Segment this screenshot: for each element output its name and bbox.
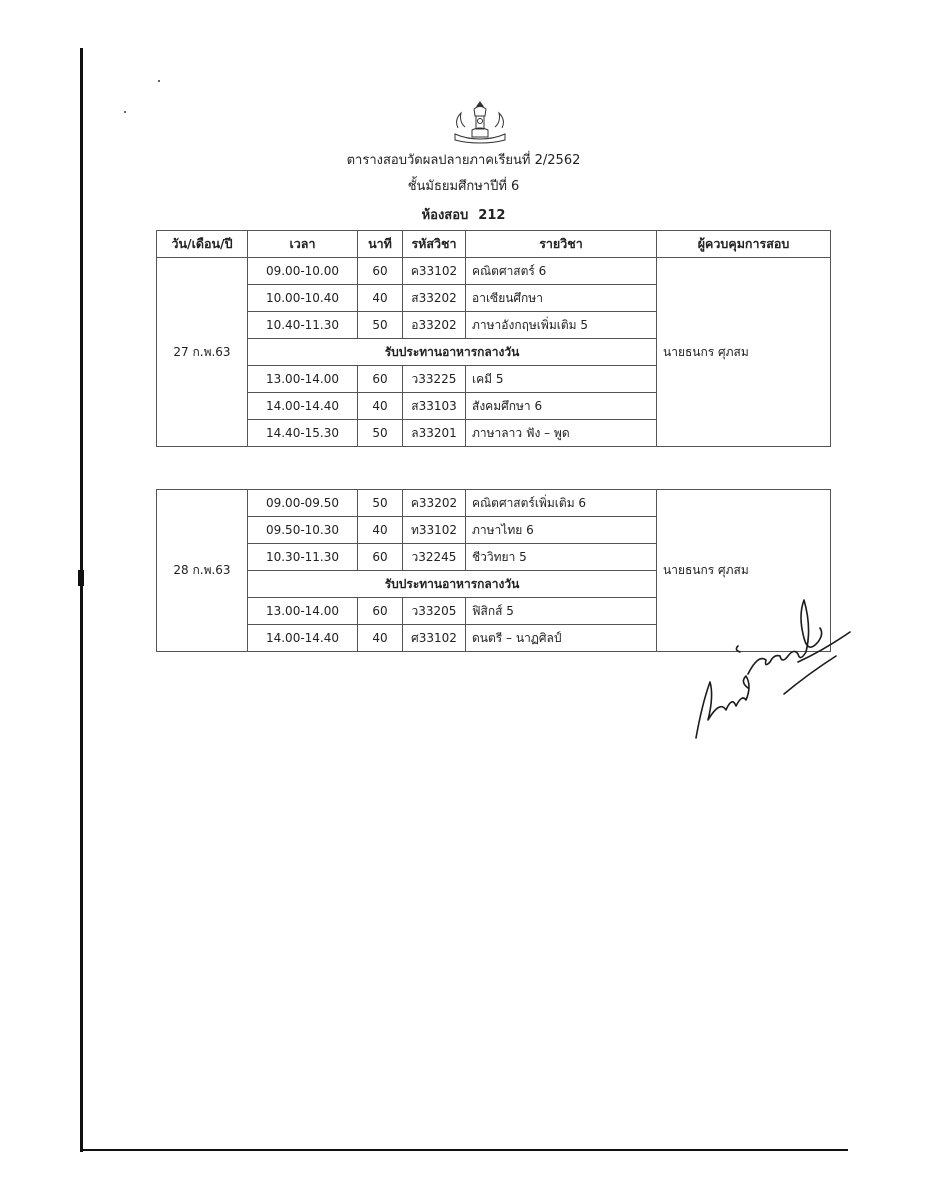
subject-name: เคมี 5 (466, 366, 657, 393)
exam-date: 27 ก.พ.63 (157, 258, 248, 447)
proctor-name: นายธนกร ศุภสม (657, 258, 831, 447)
column-header-proctor: ผู้ควบคุมการสอบ (657, 231, 831, 258)
exam-minutes: 40 (358, 285, 403, 312)
handwritten-signature (686, 592, 856, 744)
exam-minutes: 60 (358, 366, 403, 393)
subject-code: ว32245 (403, 544, 466, 571)
exam-schedule-table-day-1 (156, 230, 831, 447)
exam-minutes: 60 (358, 598, 403, 625)
exam-time: 10.40-11.30 (248, 312, 358, 339)
school-emblem-icon (452, 100, 508, 144)
exam-schedule-title: ตารางสอบวัดผลปลายภาคเรียนที่ 2/2562 (346, 153, 581, 168)
lunch-break: รับประทานอาหารกลางวัน (248, 339, 657, 366)
exam-minutes: 60 (358, 258, 403, 285)
exam-minutes: 50 (358, 420, 403, 447)
exam-minutes: 40 (358, 625, 403, 652)
exam-minutes: 40 (358, 517, 403, 544)
subject-name: คณิตศาสตร์เพิ่มเติม 6 (466, 490, 657, 517)
scan-speck (158, 80, 160, 82)
subject-code: ส33103 (403, 393, 466, 420)
subject-name: ชีววิทยา 5 (466, 544, 657, 571)
scan-speck (124, 111, 126, 113)
scan-edge-mark (78, 570, 84, 586)
exam-room (0, 204, 927, 225)
exam-time: 14.00-14.40 (248, 625, 358, 652)
grade-level: ชั้นมัธยมศึกษาปีที่ 6 (407, 179, 520, 194)
subject-name: ดนตรี – นาฏศิลป์ (466, 625, 657, 652)
exam-time: 10.30-11.30 (248, 544, 358, 571)
exam-minutes: 40 (358, 393, 403, 420)
subject-code: ว33205 (403, 598, 466, 625)
exam-room-number: 212 (478, 208, 506, 223)
exam-time: 13.00-14.00 (248, 366, 358, 393)
subject-code: ว33225 (403, 366, 466, 393)
exam-time: 14.40-15.30 (248, 420, 358, 447)
table-header-row (157, 231, 831, 258)
exam-minutes: 60 (358, 544, 403, 571)
subject-code: ค33102 (403, 258, 466, 285)
subject-name: ฟิสิกส์ 5 (466, 598, 657, 625)
exam-time: 09.50-10.30 (248, 517, 358, 544)
subject-code: ค33202 (403, 490, 466, 517)
exam-time: 10.00-10.40 (248, 285, 358, 312)
column-header-date: วัน/เดือน/ปี (157, 231, 248, 258)
lunch-break: รับประทานอาหารกลางวัน (248, 571, 657, 598)
subject-name: สังคมศึกษา 6 (466, 393, 657, 420)
column-header-minutes: นาที (358, 231, 403, 258)
subject-code: ท33102 (403, 517, 466, 544)
exam-time: 09.00-09.50 (248, 490, 358, 517)
subject-code: ล33201 (403, 420, 466, 447)
subject-name: ภาษาอังกฤษเพิ่มเติม 5 (466, 312, 657, 339)
subject-code: ศ33102 (403, 625, 466, 652)
subject-name: คณิตศาสตร์ 6 (466, 258, 657, 285)
table-row (157, 490, 831, 517)
scan-edge-bottom (80, 1149, 848, 1151)
exam-time: 14.00-14.40 (248, 393, 358, 420)
exam-time: 09.00-10.00 (248, 258, 358, 285)
column-header-time: เวลา (248, 231, 358, 258)
exam-time: 13.00-14.00 (248, 598, 358, 625)
exam-minutes: 50 (358, 490, 403, 517)
subject-name: ภาษาไทย 6 (466, 517, 657, 544)
proctor-name: นายธนกร ศุภสม (657, 490, 831, 652)
subject-code: อ33202 (403, 312, 466, 339)
exam-room-label: ห้องสอบ (421, 208, 469, 223)
table-row (157, 258, 831, 285)
exam-minutes: 50 (358, 312, 403, 339)
subject-code: ส33202 (403, 285, 466, 312)
column-header-subject: รายวิชา (466, 231, 657, 258)
subject-name: อาเซียนศึกษา (466, 285, 657, 312)
exam-date: 28 ก.พ.63 (157, 490, 248, 652)
column-header-code: รหัสวิชา (403, 231, 466, 258)
subject-name: ภาษาลาว ฟัง – พูด (466, 420, 657, 447)
